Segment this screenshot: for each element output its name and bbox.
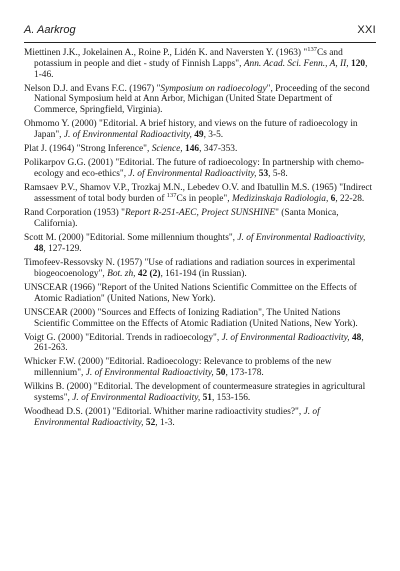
reference-entry-scott-2000 [24,233,376,255]
header-rule [24,42,376,43]
reference-volume: 53 [258,169,269,180]
reference-entry-voigt-2000 [24,333,376,355]
reference-pages: , 1-46. [34,58,368,80]
reference-entry-unscear-2000 [24,308,376,330]
reference-journal: J. of Environmental Radioactivity, [221,332,350,343]
reference-title: Cs and potassium in people and diet - study of Finnish Lapps", [34,48,343,69]
reference-pages: , 1-3. [155,418,175,429]
reference-text: Scott M. (2000) "Editorial. Some millennium thoughts", [24,233,238,244]
reference-text: UNSCEAR (2000) "Sources and Effects of Ionizing Radiation", The United Nations Scientific Committee on the Effects of Atomic Radiation (United Nations, New York). [24,307,358,329]
reference-text: " [301,48,308,58]
reference-journal: J. of Environmental Radioactivity, [237,233,366,244]
reference-volume: 51 [202,393,212,404]
reference-journal: J. of Environmental Radioactivity, [34,407,320,429]
reference-pages: , 347-353. [199,144,238,155]
reference-text: Timofeev-Ressovsky N. (1957) "Use of radiations and radiation sources in experimental biogeocoenology", [24,257,356,279]
reference-entry-whicker-2000 [24,357,376,379]
reference-volume: 49 [194,130,204,141]
reference-pages: , 127-129. [43,243,82,254]
reference-text: Plat J. (1964) "Strong Inference", [24,144,152,155]
reference-text: Rand Corporation (1953) " [24,208,125,219]
reference-authors: Miettinen J.K., Jokelainen A., Roine P., Lidén K. and Naversten Y. (1963) [24,48,302,58]
reference-entry-timofeev-1957 [24,258,376,280]
reference-journal: Medizinskaja Radiologia, [231,194,329,205]
page-number: XXI [357,24,376,36]
reference-text: Ramsaev P.V., Shamov V.P., Trozkaj M.N., Lebedev O.V. and Ibatullin M.S. (1965) "Indirect assessment of total body burden of [24,183,373,205]
running-header [24,24,376,40]
header-author: A. Aarkrog [24,24,76,36]
reference-text: Polikarpov G.G. (2001) "Editorial. The future of radioecology: In partnership with chemo-ecology and eco-ethics", [24,158,365,180]
reference-pages: , 261-263. [34,332,364,354]
isotope-superscript: 137 [166,191,177,199]
reference-pages: , 153-156. [211,393,251,404]
reference-text: Woodhead D.S. (2001) "Editorial. Whither marine radioactivity studies?", [24,407,304,418]
reference-volume: 52 [145,418,156,429]
reference-entry-wilkins-2000 [24,382,376,404]
reference-volume: 6 [330,194,336,205]
reference-text: " (Santa Monica, California). [34,208,339,229]
isotope-superscript: 137 [307,45,317,53]
reference-text: Cs in people", [176,194,232,205]
reference-volume: 50 [216,368,226,379]
reference-text: ", Proceeding of the second National Symposium held at Ann Arbor, Michigan (United State Department of Commerce, Springfield, Virginia). [34,83,370,116]
reference-entry-woodhead-2001 [24,407,376,429]
reference-text: Whicker F.W. (2000) "Editorial. Radioecology: Relevance to problems of the new millennium", [24,357,332,379]
reference-text: Wilkins B. (2000) "Editorial. The development of countermeasure strategies in agricultural systems", [24,382,366,404]
reference-entry-nelson-1967 [24,84,376,116]
reference-entry-ramsaev-1965 [24,183,376,205]
reference-entry-plat-1964 [24,144,376,155]
reference-journal: Bot. zh, [107,268,136,279]
reference-pages: , 3-5. [203,130,224,141]
reference-entry-unscear-1966 [24,283,376,305]
reference-list [24,45,376,432]
reference-volume: 48 [351,332,362,343]
reference-volume: 146 [185,144,200,155]
reference-volume: 48 [34,243,44,254]
reference-entry-ohmomo-2000 [24,119,376,141]
reference-pages: , 161-194 (in Russian). [160,268,247,279]
reference-text: Nelson D.J. and Evans F.C. (1967) " [24,83,161,94]
reference-journal: Science, [151,144,183,155]
reference-volume: 42 (2) [137,268,161,279]
reference-pages: , 173-178. [225,368,264,379]
reference-journal: J. of Environmental Radioactivity, [85,368,214,379]
reference-pages: , 22-28. [335,194,365,205]
reference-entry-rand-1953 [24,208,376,230]
reference-journal: J. of Environmental Radioactivity, [72,393,201,404]
reference-journal: J. of Environmental Radioactivity, [63,130,192,141]
reference-title: Symposium on radioecology [160,83,267,94]
reference-pages: , 5-8. [268,169,288,180]
reference-title: Report R-251-AEC, Project SUNSHINE [124,208,276,219]
reference-text: Voigt G. (2000) "Editorial. Trends in radioecology", [24,332,222,343]
reference-journal: J. of Environmental Radioactivity, [128,169,257,180]
reference-volume: 120 [351,58,366,69]
reference-journal: Ann. Acad. Sci. Fenn., A, II, [243,58,349,69]
reference-text: Ohmomo Y. (2000) "Editorial. A brief history, and views on the future of radioecology in Japan", [24,119,358,141]
reference-entry-miettinen-1963 [24,45,376,80]
reference-text: UNSCEAR (1966) "Report of the United Nations Scientific Committee on the Effects of Atomic Radiation" (United Nations, New York). [24,282,357,304]
reference-entry-polikarpov-2001 [24,158,376,180]
